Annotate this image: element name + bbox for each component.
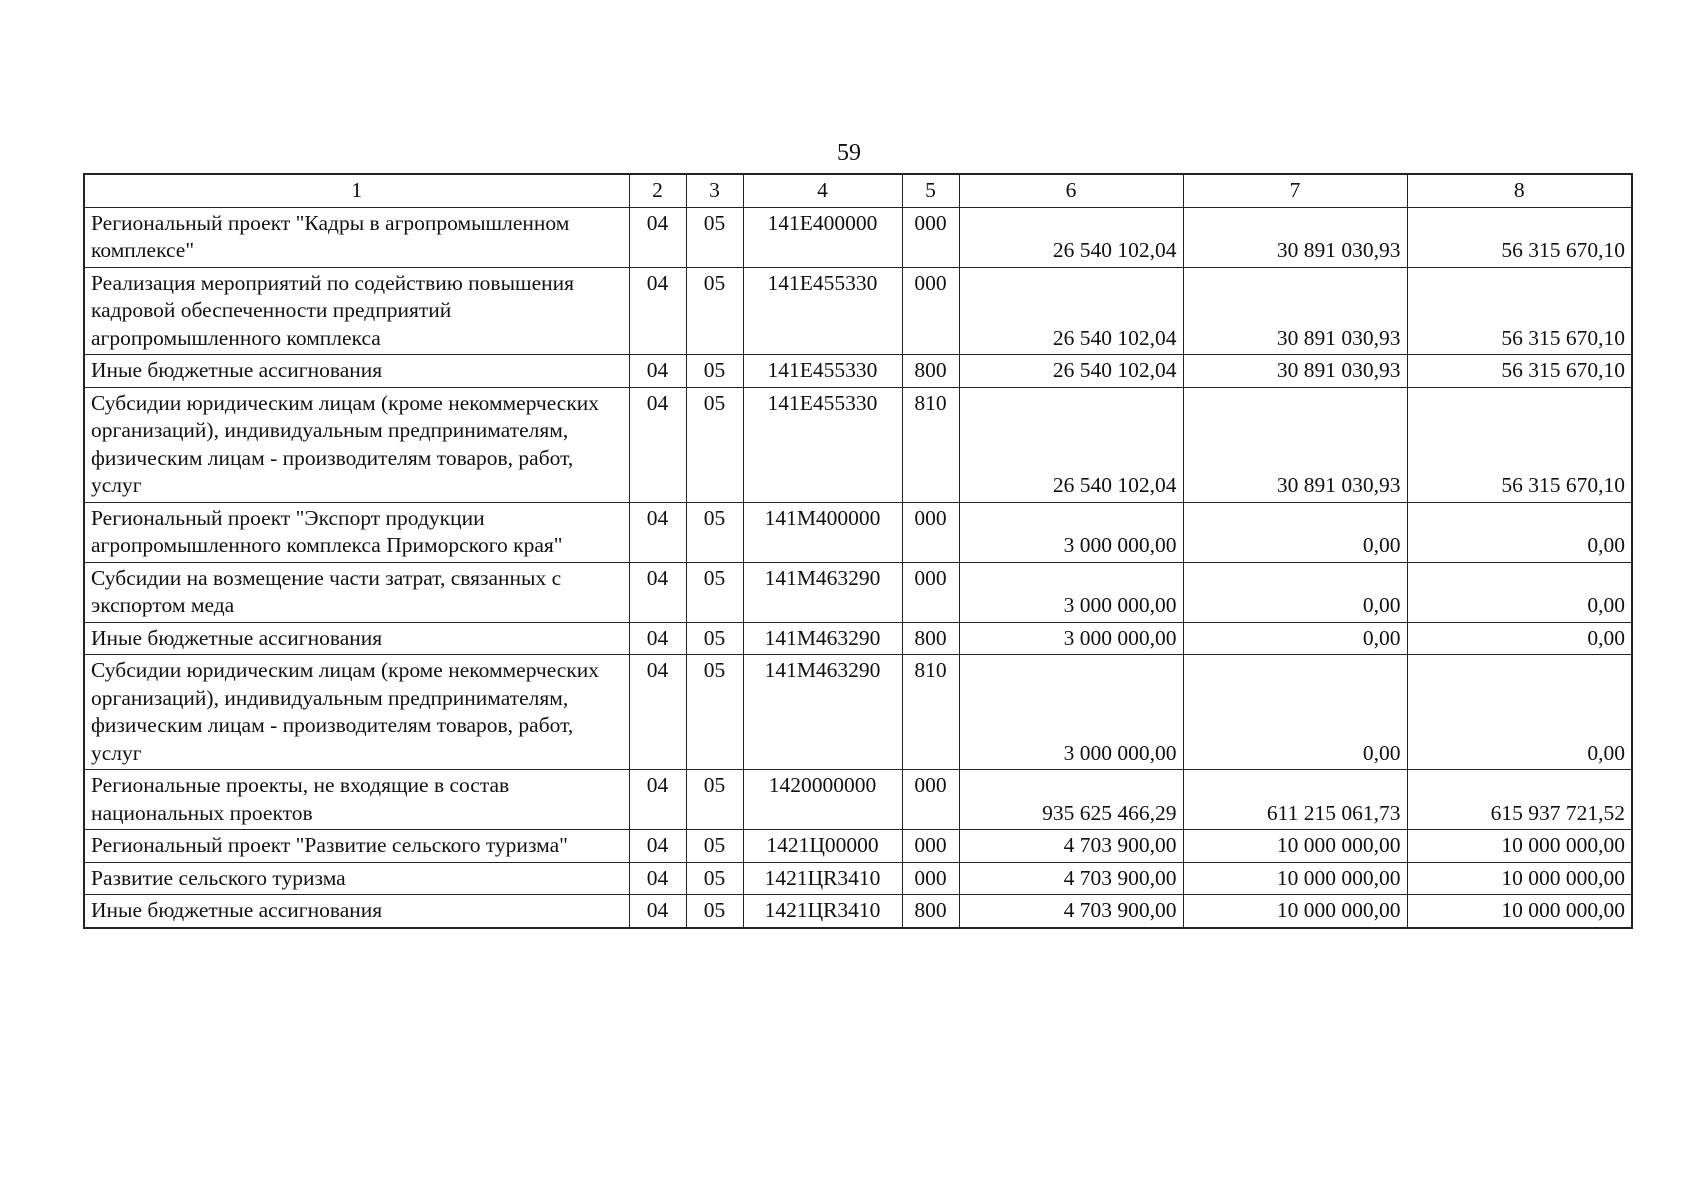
amount-col8-cell: 0,00: [1407, 622, 1632, 655]
section-code-cell: 04: [629, 770, 686, 830]
row-name-cell: Субсидии юридическим лицам (кроме некоммерческих организаций), индивидуальным предпринимателям, физическим лицам - производителям товаров, работ, услуг: [84, 387, 629, 502]
row-name-cell: Субсидии на возмещение части затрат, связанных с экспортом меда: [84, 562, 629, 622]
amount-col8-cell: 10 000 000,00: [1407, 862, 1632, 895]
section-code-cell: 04: [629, 830, 686, 863]
amount-col7-cell: 30 891 030,93: [1183, 387, 1407, 502]
target-article-cell: 1421ЦR3410: [743, 862, 902, 895]
target-article-cell: 141E455330: [743, 267, 902, 355]
subsection-code-cell: 05: [686, 207, 743, 267]
section-code-cell: 04: [629, 895, 686, 928]
target-article-cell: 141M400000: [743, 502, 902, 562]
subsection-code-cell: 05: [686, 830, 743, 863]
expense-type-cell: 800: [902, 895, 959, 928]
target-article-cell: 141E400000: [743, 207, 902, 267]
target-article-cell: 141M463290: [743, 562, 902, 622]
table-row: [84, 895, 1632, 928]
subsection-code-cell: 05: [686, 267, 743, 355]
amount-col8-cell: 56 315 670,10: [1407, 207, 1632, 267]
subsection-code-cell: 05: [686, 655, 743, 770]
expense-type-cell: 810: [902, 655, 959, 770]
table-row: [84, 830, 1632, 863]
section-code-cell: 04: [629, 862, 686, 895]
amount-col7-cell: 30 891 030,93: [1183, 267, 1407, 355]
amount-col8-cell: 0,00: [1407, 502, 1632, 562]
amount-col8-cell: 10 000 000,00: [1407, 830, 1632, 863]
page-number: 59: [837, 140, 861, 166]
subsection-code-cell: 05: [686, 622, 743, 655]
expense-type-cell: 000: [902, 862, 959, 895]
column-header: 8: [1407, 174, 1632, 207]
amount-col8-cell: 0,00: [1407, 562, 1632, 622]
section-code-cell: 04: [629, 622, 686, 655]
column-header: 6: [959, 174, 1183, 207]
row-name-cell: Реализация мероприятий по содействию повышения кадровой обеспеченности предприятий агропромышленного комплекса: [84, 267, 629, 355]
budget-table: [83, 173, 1633, 929]
subsection-code-cell: 05: [686, 355, 743, 388]
row-name-cell: Иные бюджетные ассигнования: [84, 622, 629, 655]
target-article-cell: 141M463290: [743, 622, 902, 655]
expense-type-cell: 810: [902, 387, 959, 502]
amount-col8-cell: 0,00: [1407, 655, 1632, 770]
section-code-cell: 04: [629, 267, 686, 355]
row-name-cell: Развитие сельского туризма: [84, 862, 629, 895]
target-article-cell: 141E455330: [743, 355, 902, 388]
table-row: [84, 502, 1632, 562]
expense-type-cell: 000: [902, 562, 959, 622]
target-article-cell: 141E455330: [743, 387, 902, 502]
amount-col8-cell: 615 937 721,52: [1407, 770, 1632, 830]
section-code-cell: 04: [629, 355, 686, 388]
amount-col8-cell: 56 315 670,10: [1407, 267, 1632, 355]
section-code-cell: 04: [629, 207, 686, 267]
amount-col7-cell: 30 891 030,93: [1183, 207, 1407, 267]
row-name-cell: Субсидии юридическим лицам (кроме некоммерческих организаций), индивидуальным предпринимателям, физическим лицам - производителям товаров, работ, услуг: [84, 655, 629, 770]
amount-col7-cell: 0,00: [1183, 622, 1407, 655]
section-code-cell: 04: [629, 655, 686, 770]
table-row: [84, 862, 1632, 895]
amount-col6-cell: 4 703 900,00: [959, 895, 1183, 928]
column-header: 1: [84, 174, 629, 207]
amount-col7-cell: 10 000 000,00: [1183, 895, 1407, 928]
subsection-code-cell: 05: [686, 502, 743, 562]
row-name-cell: Региональный проект "Развитие сельского туризма": [84, 830, 629, 863]
amount-col6-cell: 3 000 000,00: [959, 562, 1183, 622]
amount-col6-cell: 3 000 000,00: [959, 622, 1183, 655]
row-name-cell: Иные бюджетные ассигнования: [84, 355, 629, 388]
expense-type-cell: 000: [902, 502, 959, 562]
amount-col6-cell: 26 540 102,04: [959, 387, 1183, 502]
amount-col7-cell: 10 000 000,00: [1183, 830, 1407, 863]
amount-col7-cell: 611 215 061,73: [1183, 770, 1407, 830]
table-body: [84, 207, 1632, 928]
table-row: [84, 207, 1632, 267]
row-name-cell: Иные бюджетные ассигнования: [84, 895, 629, 928]
column-header: 5: [902, 174, 959, 207]
table-row: [84, 387, 1632, 502]
table-row: [84, 562, 1632, 622]
expense-type-cell: 000: [902, 770, 959, 830]
column-header: 4: [743, 174, 902, 207]
target-article-cell: 1420000000: [743, 770, 902, 830]
table-row: [84, 355, 1632, 388]
amount-col6-cell: 4 703 900,00: [959, 830, 1183, 863]
subsection-code-cell: 05: [686, 770, 743, 830]
amount-col8-cell: 56 315 670,10: [1407, 355, 1632, 388]
column-header: 3: [686, 174, 743, 207]
expense-type-cell: 000: [902, 267, 959, 355]
amount-col6-cell: 935 625 466,29: [959, 770, 1183, 830]
amount-col6-cell: 3 000 000,00: [959, 502, 1183, 562]
table-header-row: [84, 174, 1632, 207]
target-article-cell: 1421ЦR3410: [743, 895, 902, 928]
row-name-cell: Региональные проекты, не входящие в состав национальных проектов: [84, 770, 629, 830]
amount-col6-cell: 3 000 000,00: [959, 655, 1183, 770]
amount-col6-cell: 26 540 102,04: [959, 207, 1183, 267]
subsection-code-cell: 05: [686, 895, 743, 928]
target-article-cell: 141M463290: [743, 655, 902, 770]
table-row: [84, 622, 1632, 655]
table-row: [84, 770, 1632, 830]
amount-col6-cell: 4 703 900,00: [959, 862, 1183, 895]
amount-col7-cell: 30 891 030,93: [1183, 355, 1407, 388]
amount-col7-cell: 10 000 000,00: [1183, 862, 1407, 895]
amount-col7-cell: 0,00: [1183, 655, 1407, 770]
section-code-cell: 04: [629, 387, 686, 502]
row-name-cell: Региональный проект "Экспорт продукции агропромышленного комплекса Приморского края": [84, 502, 629, 562]
row-name-cell: Региональный проект "Кадры в агропромышленном комплексе": [84, 207, 629, 267]
expense-type-cell: 800: [902, 355, 959, 388]
section-code-cell: 04: [629, 502, 686, 562]
amount-col6-cell: 26 540 102,04: [959, 267, 1183, 355]
amount-col7-cell: 0,00: [1183, 502, 1407, 562]
subsection-code-cell: 05: [686, 387, 743, 502]
amount-col8-cell: 56 315 670,10: [1407, 387, 1632, 502]
subsection-code-cell: 05: [686, 862, 743, 895]
amount-col8-cell: 10 000 000,00: [1407, 895, 1632, 928]
expense-type-cell: 800: [902, 622, 959, 655]
subsection-code-cell: 05: [686, 562, 743, 622]
section-code-cell: 04: [629, 562, 686, 622]
column-header: 7: [1183, 174, 1407, 207]
target-article-cell: 1421Ц00000: [743, 830, 902, 863]
expense-type-cell: 000: [902, 830, 959, 863]
amount-col6-cell: 26 540 102,04: [959, 355, 1183, 388]
table-row: [84, 267, 1632, 355]
expense-type-cell: 000: [902, 207, 959, 267]
table-row: [84, 655, 1632, 770]
column-header: 2: [629, 174, 686, 207]
amount-col7-cell: 0,00: [1183, 562, 1407, 622]
